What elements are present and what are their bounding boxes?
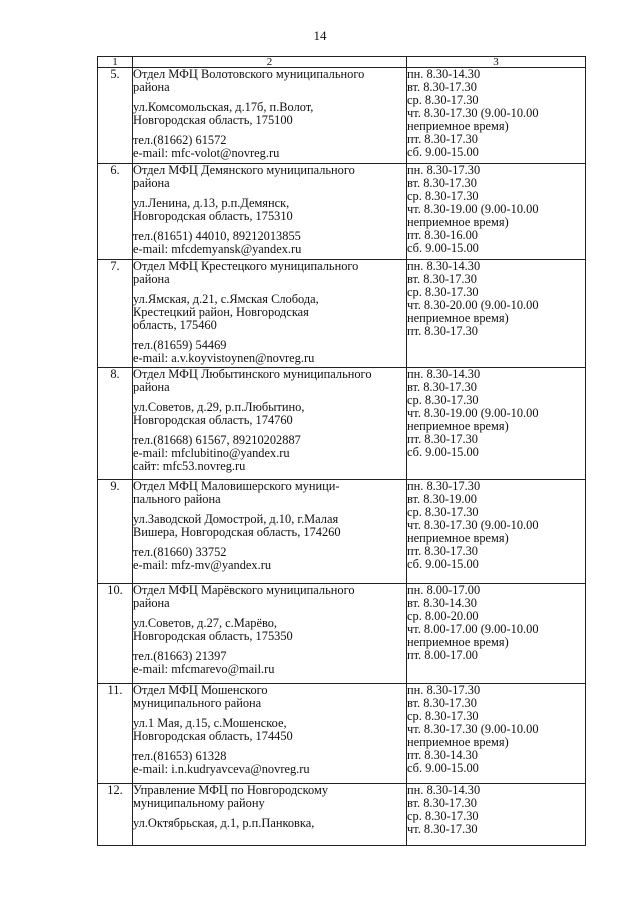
hours-line: неприемное время) xyxy=(407,635,509,649)
office-contact-line: тел.(81653) 61328 xyxy=(133,749,227,763)
office-contact-line: тел.(81663) 21397 xyxy=(133,649,227,663)
hours-line: сб. 9.00-15.00 xyxy=(407,557,479,571)
office-row xyxy=(98,784,586,846)
office-contact-line: тел.(81668) 61567, 89210202887 xyxy=(133,433,301,447)
hours-line: пн. 8.30-14.30 xyxy=(407,783,481,797)
office-row xyxy=(98,368,586,480)
office-contact-line: e-mail: mfcmarevo@mail.ru xyxy=(133,662,275,676)
hours-line: пн. 8.30-17.30 xyxy=(407,479,481,493)
hours-line: вт. 8.30-17.30 xyxy=(407,176,477,190)
hours-line: вт. 8.30-17.30 xyxy=(407,272,477,286)
hours-line: сб. 9.00-15.00 xyxy=(407,241,479,255)
office-address-line: Новгородская область, 174760 xyxy=(133,413,293,427)
hours-line: пт. 8.30-16.00 xyxy=(407,228,478,242)
office-name-line: Отдел МФЦ Марёвского муниципального xyxy=(133,583,355,597)
hours-line: сб. 9.00-15.00 xyxy=(407,145,479,159)
mfc-offices-table xyxy=(97,56,586,846)
hours-line: ср. 8.30-17.30 xyxy=(407,285,479,299)
office-name-line: Отдел МФЦ Крестецкого муниципального xyxy=(133,259,359,273)
office-name-line: Отдел МФЦ Мошенского xyxy=(133,683,268,697)
hours-line: чт. 8.30-19.00 (9.00-10.00 xyxy=(407,406,539,420)
hours-line: неприемное время) xyxy=(407,531,509,545)
office-address-line: Новгородская область, 174450 xyxy=(133,729,293,743)
office-name-line: района xyxy=(133,80,170,94)
row-number: 9. xyxy=(98,480,133,584)
hours-line: вт. 8.30-17.30 xyxy=(407,696,477,710)
office-address-line: Крестецкий район, Новгородская xyxy=(133,305,309,319)
hours-line: вт. 8.30-14.30 xyxy=(407,596,477,610)
hours-line: пн. 8.30-14.30 xyxy=(407,367,481,381)
office-details xyxy=(133,68,407,164)
office-row xyxy=(98,584,586,684)
hours-line: неприемное время) xyxy=(407,735,509,749)
hours-line: чт. 8.30-17.30 (9.00-10.00 xyxy=(407,722,539,736)
working-hours xyxy=(407,584,586,684)
hours-line: пт. 8.30-17.30 xyxy=(407,324,478,338)
working-hours xyxy=(407,784,586,846)
office-name-line: района xyxy=(133,380,170,394)
page-number: 14 xyxy=(313,28,327,43)
office-details xyxy=(133,584,407,684)
hours-line: пт. 8.30-17.30 xyxy=(407,544,478,558)
office-address-line: ул.Советов, д.27, с.Марёво, xyxy=(133,616,278,630)
hours-line: сб. 9.00-15.00 xyxy=(407,445,479,459)
office-row xyxy=(98,164,586,260)
office-details xyxy=(133,260,407,368)
office-name-line: района xyxy=(133,272,170,286)
office-details xyxy=(133,784,407,846)
office-row xyxy=(98,684,586,784)
hours-line: вт. 8.30-17.30 xyxy=(407,380,477,394)
hours-line: ср. 8.30-17.30 xyxy=(407,809,479,823)
office-contact-line: сайт: mfc53.novreg.ru xyxy=(133,459,246,473)
hours-line: неприемное время) xyxy=(407,419,509,433)
hours-line: неприемное время) xyxy=(407,311,509,325)
hours-line: пн. 8.30-17.30 xyxy=(407,163,481,177)
office-details xyxy=(133,480,407,584)
hours-line: сб. 9.00-15.00 xyxy=(407,761,479,775)
office-contact-line: e-mail: i.n.kudryavceva@novreg.ru xyxy=(133,762,310,776)
working-hours xyxy=(407,164,586,260)
working-hours xyxy=(407,68,586,164)
hours-line: вт. 8.30-17.30 xyxy=(407,796,477,810)
office-name-line: Управление МФЦ по Новгородскому xyxy=(133,783,329,797)
working-hours xyxy=(407,368,586,480)
office-address-line: Новгородская область, 175350 xyxy=(133,629,293,643)
office-address-line: ул.Комсомольская, д.17б, п.Волот, xyxy=(133,100,314,114)
working-hours xyxy=(407,684,586,784)
column-number-row xyxy=(98,57,586,68)
office-name-line: муниципального района xyxy=(133,696,262,710)
hours-line: чт. 8.30-17.30 xyxy=(407,822,478,836)
office-details xyxy=(133,164,407,260)
hours-line: неприемное время) xyxy=(407,119,509,133)
office-contact-line: тел.(81662) 61572 xyxy=(133,133,227,147)
row-number: 8. xyxy=(98,368,133,480)
office-address-line: область, 175460 xyxy=(133,318,217,332)
column-header-1: 1 xyxy=(98,57,133,68)
hours-line: чт. 8.30-19.00 (9.00-10.00 xyxy=(407,202,539,216)
hours-line: ср. 8.30-17.30 xyxy=(407,505,479,519)
column-header-3: 3 xyxy=(407,57,586,68)
hours-line: вт. 8.30-17.30 xyxy=(407,80,477,94)
row-number: 10. xyxy=(98,584,133,684)
office-name-line: Отдел МФЦ Волотовского муниципального xyxy=(133,67,365,81)
hours-line: ср. 8.30-17.30 xyxy=(407,189,479,203)
row-number: 6. xyxy=(98,164,133,260)
office-contact-line: e-mail: a.v.koyvistoynen@novreg.ru xyxy=(133,351,315,365)
row-number: 7. xyxy=(98,260,133,368)
hours-line: пт. 8.30-17.30 xyxy=(407,432,478,446)
office-address-line: ул.Октябрьская, д.1, р.п.Панковка, xyxy=(133,816,315,830)
office-address-line: ул.Ленина, д.13, р.п.Демянск, xyxy=(133,196,290,210)
hours-line: пн. 8.30-17.30 xyxy=(407,683,481,697)
hours-line: чт. 8.30-20.00 (9.00-10.00 xyxy=(407,298,539,312)
office-contact-line: тел.(81660) 33752 xyxy=(133,545,227,559)
office-contact-line: тел.(81651) 44010, 89212013855 xyxy=(133,229,301,243)
office-name-line: района xyxy=(133,596,170,610)
office-address-line: Новгородская область, 175310 xyxy=(133,209,293,223)
hours-line: чт. 8.30-17.30 (9.00-10.00 xyxy=(407,518,539,532)
hours-line: неприемное время) xyxy=(407,215,509,229)
office-contact-line: тел.(81659) 54469 xyxy=(133,338,227,352)
office-row xyxy=(98,260,586,368)
office-name-line: Отдел МФЦ Демянского муниципального xyxy=(133,163,355,177)
row-number: 5. xyxy=(98,68,133,164)
working-hours xyxy=(407,260,586,368)
hours-line: пт. 8.30-14.30 xyxy=(407,748,478,762)
office-name-line: муниципальному району xyxy=(133,796,265,810)
office-name-line: района xyxy=(133,176,170,190)
office-contact-line: e-mail: mfclubitino@yandex.ru xyxy=(133,446,290,460)
hours-line: ср. 8.30-17.30 xyxy=(407,393,479,407)
hours-line: чт. 8.00-17.00 (9.00-10.00 xyxy=(407,622,539,636)
office-name-line: Отдел МФЦ Любытинского муниципального xyxy=(133,367,372,381)
working-hours xyxy=(407,480,586,584)
column-header-2: 2 xyxy=(133,57,407,68)
office-contact-line: e-mail: mfz-mv@yandex.ru xyxy=(133,558,272,572)
office-name-line: Отдел МФЦ Маловишерского муници- xyxy=(133,479,340,493)
hours-line: ср. 8.00-20.00 xyxy=(407,609,479,623)
hours-line: ср. 8.30-17.30 xyxy=(407,709,479,723)
hours-line: ср. 8.30-17.30 xyxy=(407,93,479,107)
hours-line: вт. 8.30-19.00 xyxy=(407,492,477,506)
hours-line: чт. 8.30-17.30 (9.00-10.00 xyxy=(407,106,539,120)
hours-line: пн. 8.30-14.30 xyxy=(407,259,481,273)
office-address-line: ул.Ямская, д.21, с.Ямская Слобода, xyxy=(133,292,319,306)
office-address-line: ул.Заводской Домострой, д.10, г.Малая xyxy=(133,512,339,526)
row-number: 11. xyxy=(98,684,133,784)
hours-line: пт. 8.30-17.30 xyxy=(407,132,478,146)
office-address-line: ул.Советов, д.29, р.п.Любытино, xyxy=(133,400,305,414)
office-name-line: пального района xyxy=(133,492,221,506)
office-address-line: ул.1 Мая, д.15, с.Мошенское, xyxy=(133,716,287,730)
office-details xyxy=(133,368,407,480)
hours-line: пн. 8.00-17.00 xyxy=(407,583,481,597)
hours-line: пт. 8.00-17.00 xyxy=(407,648,478,662)
office-address-line: Новгородская область, 175100 xyxy=(133,113,293,127)
office-contact-line: e-mail: mfc-volot@novreg.ru xyxy=(133,146,280,160)
office-row xyxy=(98,480,586,584)
office-contact-line: e-mail: mfcdemyansk@yandex.ru xyxy=(133,242,302,256)
hours-line: пн. 8.30-14.30 xyxy=(407,67,481,81)
office-details xyxy=(133,684,407,784)
office-address-line: Вишера, Новгородская область, 174260 xyxy=(133,525,341,539)
office-row xyxy=(98,68,586,164)
row-number: 12. xyxy=(98,784,133,846)
